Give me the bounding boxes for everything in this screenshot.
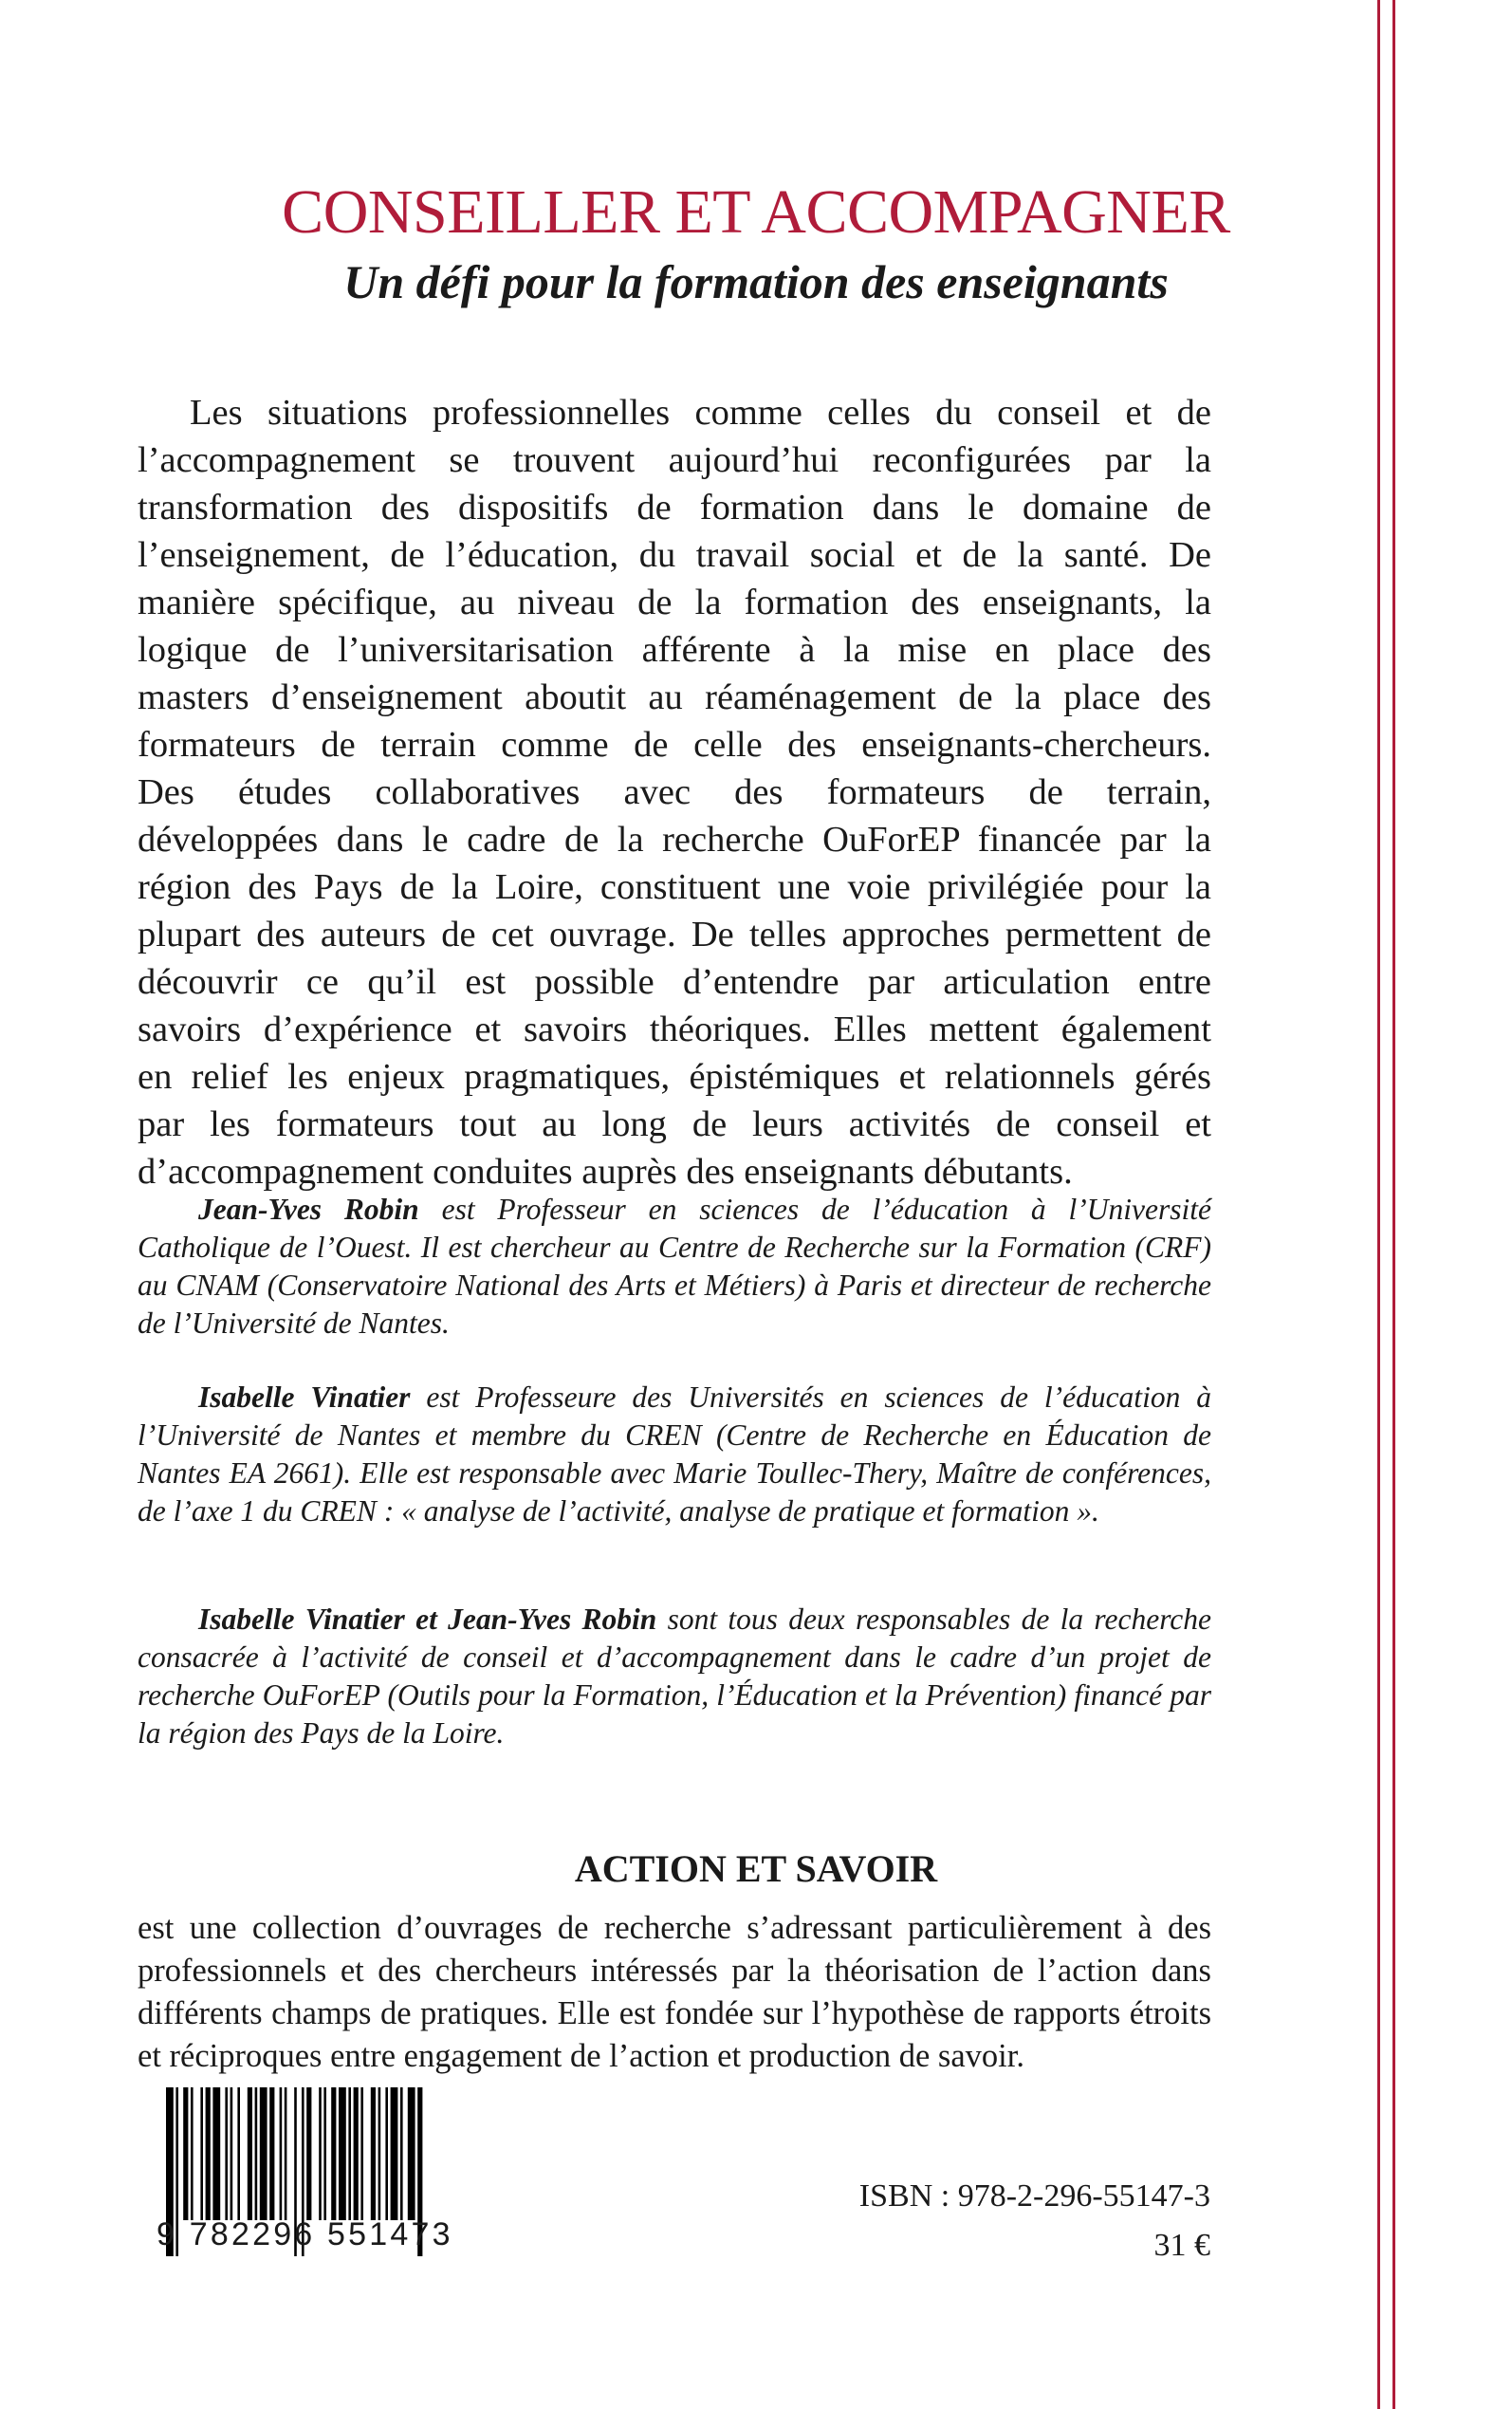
author-bio	[138, 1191, 1211, 1343]
barcode-bar	[200, 2087, 203, 2220]
barcode-bar	[285, 2087, 287, 2220]
barcode-bar	[255, 2087, 258, 2220]
barcode-bar	[230, 2087, 233, 2220]
barcode-bar	[225, 2087, 228, 2220]
summary-line: développées dans le cadre de la recherche OuForEP financée par la	[138, 820, 1211, 860]
barcode-bar	[269, 2087, 274, 2220]
barcode-bar	[248, 2087, 252, 2220]
barcode-bar	[400, 2087, 403, 2220]
summary-line: savoirs d’expérience et savoirs théoriques. Elles mettent également	[138, 1010, 1211, 1049]
barcode-bar	[306, 2087, 311, 2220]
barcode-digits: 9 782296 551473	[157, 2216, 453, 2252]
barcode-bar	[339, 2087, 346, 2220]
spine-area	[1395, 0, 1512, 2409]
barcode-bar	[280, 2087, 283, 2220]
barcode-bar	[212, 2087, 220, 2220]
barcode-bar	[385, 2087, 388, 2220]
book-title: CONSEILLER ET ACCOMPAGNER	[282, 177, 1230, 247]
summary-line: d’accompagnement conduites auprès des enseignants débutants.	[138, 1152, 1073, 1192]
summary-line: Des études collaboratives avec des formateurs de terrain,	[138, 772, 1211, 812]
barcode-bar	[371, 2087, 376, 2220]
summary-line: logique de l’universitarisation afférente à la mise en place des	[138, 630, 1211, 670]
barcode-bar	[323, 2087, 326, 2220]
summary-line: Les situations professionnelles comme celles du conseil et de	[190, 393, 1211, 433]
author-bio	[138, 1601, 1211, 1752]
author-bio	[138, 1379, 1211, 1530]
summary-line: en relief les enjeux pragmatiques, épistémiques et relationnels gérés	[138, 1057, 1211, 1097]
barcode-bar	[408, 2087, 415, 2220]
collection-description: est une collection d’ouvrages de recherche s’adressant particulièrement à des professionnels et des chercheurs intéressés par la théorisation de l’action dans différents champs de pratiques. Elle est fondée sur l’hypothèse de rapports étroits et réciproques entre engagement de l’action et production de savoir.	[138, 1910, 1211, 2074]
author-name: Isabelle Vinatier et Jean-Yves Robin	[198, 1603, 657, 1636]
barcode-bar	[206, 2087, 211, 2220]
barcode-bar	[354, 2087, 359, 2220]
summary-line: l’enseignement, de l’éducation, du travail social et de la santé. De	[138, 535, 1211, 575]
summary-line: découvrir ce qu’il est possible d’entendre par articulation entre	[138, 962, 1211, 1002]
barcode-bar	[191, 2087, 194, 2220]
book-subtitle: Un défi pour la formation des enseignants	[343, 255, 1169, 308]
summary-line: manière spécifique, au niveau de la formation des enseignants, la	[138, 583, 1211, 622]
barcode-bar	[237, 2087, 240, 2220]
barcode-bar	[319, 2087, 322, 2220]
barcode-bar	[183, 2087, 188, 2220]
barcode-bar	[378, 2087, 381, 2220]
summary-line: plupart des auteurs de cet ouvrage. De telles approches permettent de	[138, 915, 1211, 954]
barcode-bar	[348, 2087, 351, 2220]
summary-line: transformation des dispositifs de formation dans le domaine de	[138, 488, 1211, 528]
spine-border-line	[1377, 0, 1380, 2409]
collection-title: ACTION ET SAVOIR	[574, 1847, 938, 1890]
summary-line: l’accompagnement se trouvent aujourd’hui reconfigurées par la	[138, 440, 1211, 480]
author-name: Jean-Yves Robin	[198, 1193, 419, 1226]
author-bio-text: sont tous deux responsables de la recherche consacrée à l’activité de conseil et d’accompagnement dans le cadre d’un projet de recherche OuForEP (Outils pour la Formation, l’Éducation et la Prévention) financé par la région des Pays de la Loire.	[138, 1603, 1211, 1750]
barcode-bar	[360, 2087, 363, 2220]
author-bio-text: est Professeur en sciences de l’éducation à l’Université Catholique de l’Ouest. Il est chercheur au Centre de Recherche sur la Formation (CRF) au CNAM (Conservatoire National des Arts et Métiers) à Paris et directeur de recherche de l’Université de Nantes.	[138, 1193, 1212, 1340]
summary-line: masters d’enseignement aboutit au réaménagement de la place des	[138, 677, 1211, 717]
barcode-bar	[391, 2087, 398, 2220]
summary-line: formateurs de terrain comme de celle des enseignants-chercheurs.	[138, 725, 1211, 765]
summary-paragraph	[138, 389, 1211, 1195]
author-name: Isabelle Vinatier	[198, 1381, 411, 1414]
summary-line: région des Pays de la Loire, constituent une voie privilégiée pour la	[138, 867, 1211, 907]
summary-line: par les formateurs tout au long de leurs activités de conseil et	[138, 1104, 1211, 1144]
barcode-bar	[260, 2087, 267, 2220]
isbn: ISBN : 978-2-296-55147-3	[858, 2178, 1210, 2214]
price: 31 €	[1153, 2228, 1210, 2263]
barcode-bar	[331, 2087, 336, 2220]
author-bio-text: est Professeure des Universités en sciences de l’éducation à l’Université de Nantes et membre du CREN (Centre de Recherche en Éducation de Nantes EA 2661). Elle est responsable avec Marie Toullec-Thery, Maître de conférences, de l’axe 1 du CREN : « analyse de l’activité, analyse de pratique et formation ».	[138, 1381, 1211, 1528]
